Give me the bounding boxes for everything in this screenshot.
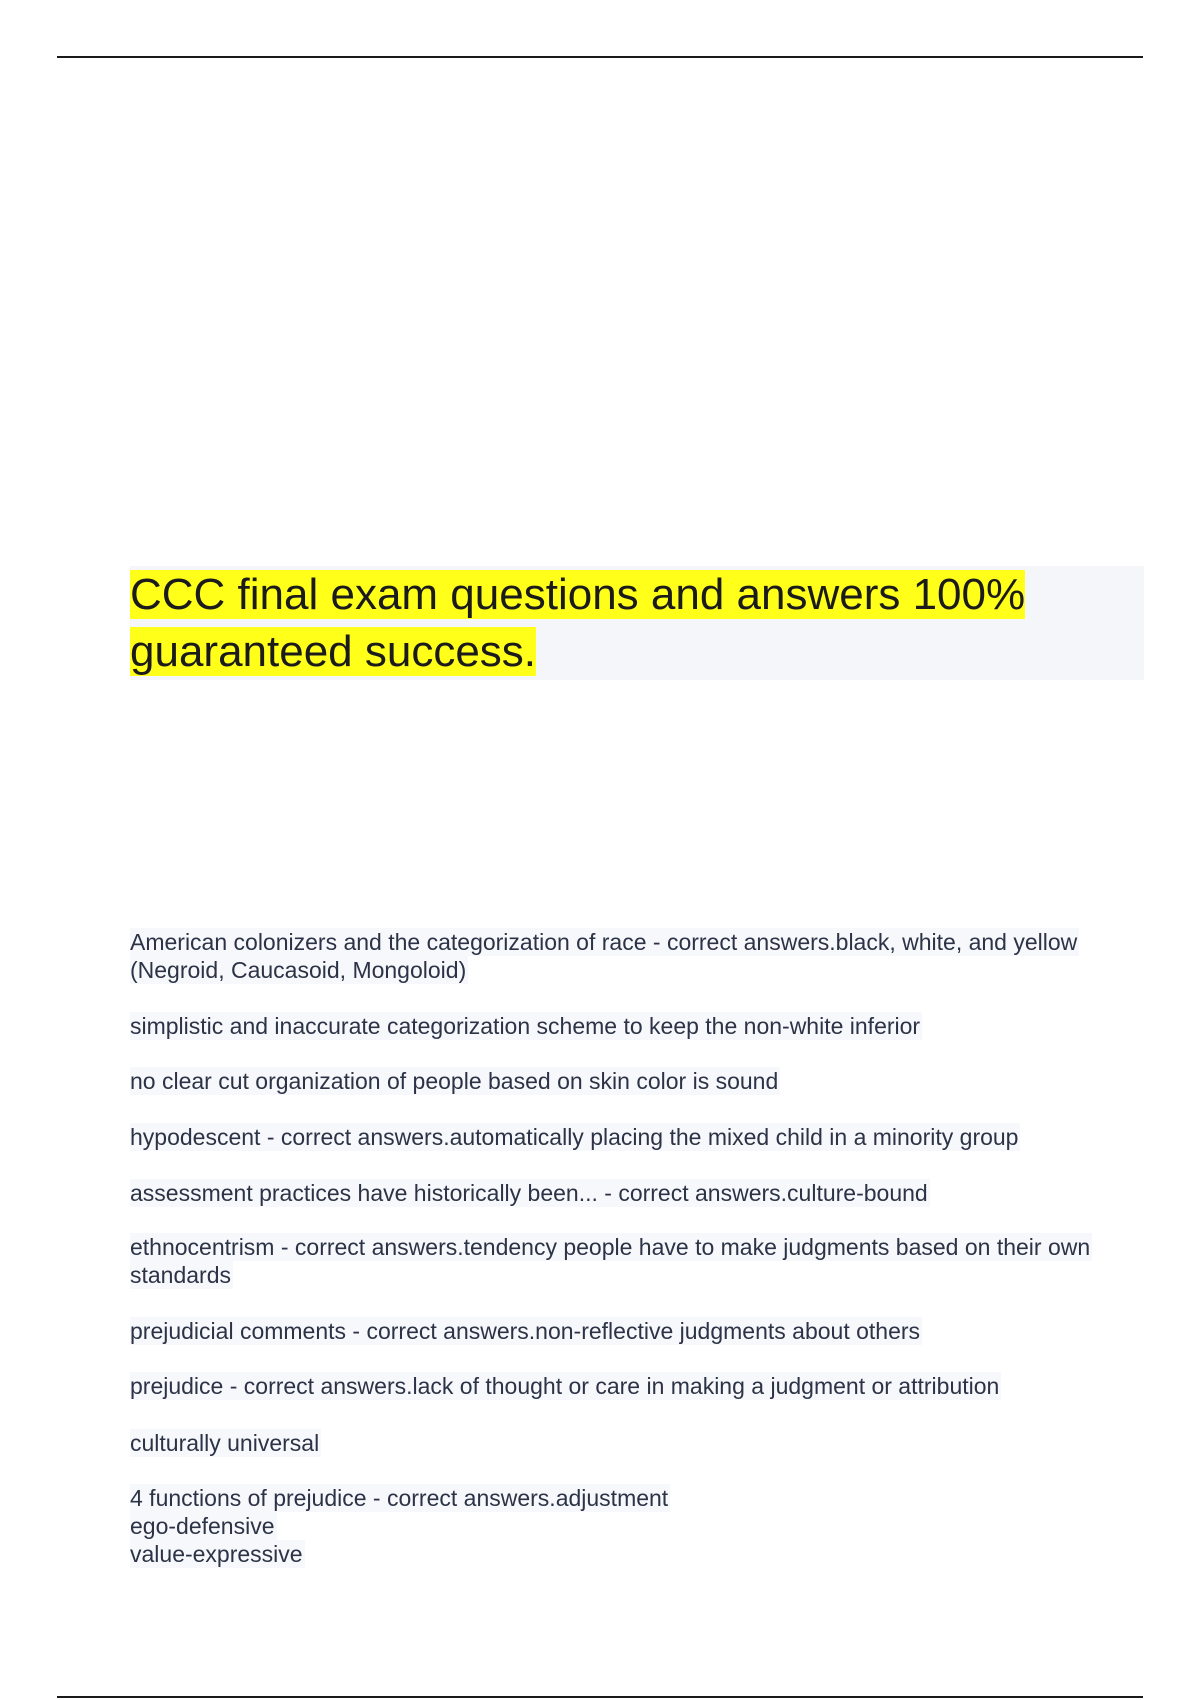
entry-4 (130, 1123, 1150, 1151)
entry-line: ego-defensive (130, 1513, 275, 1539)
entry-line: culturally universal (130, 1430, 320, 1456)
entry-8 (130, 1372, 1150, 1400)
title-block (130, 566, 1144, 680)
entry-10 (130, 1484, 1150, 1568)
entry-line: (Negroid, Caucasoid, Mongoloid) (130, 957, 467, 983)
entry-line: no clear cut organization of people based on skin color is sound (130, 1068, 779, 1094)
top-rule (57, 56, 1143, 58)
title-highlight: CCC final exam questions and answers 100% guaranteed success. (130, 570, 1026, 676)
entry-line: value-expressive (130, 1541, 303, 1567)
entry-3 (130, 1067, 1150, 1095)
bottom-rule (57, 1696, 1143, 1698)
entry-2 (130, 1012, 1150, 1040)
entry-line: American colonizers and the categorization of race - correct answers.black, white, and yellow (130, 929, 1078, 955)
entry-9 (130, 1429, 1150, 1457)
entry-6 (130, 1233, 1150, 1289)
entry-1 (130, 928, 1150, 984)
entry-line: prejudicial comments - correct answers.non-reflective judgments about others (130, 1318, 921, 1344)
entry-line: simplistic and inaccurate categorization scheme to keep the non-white inferior (130, 1013, 921, 1039)
entry-7 (130, 1317, 1150, 1345)
entry-line: 4 functions of prejudice - correct answers.adjustment (130, 1485, 669, 1511)
entry-line: prejudice - correct answers.lack of thought or care in making a judgment or attribution (130, 1373, 1000, 1399)
document-title (130, 566, 1144, 680)
entry-line: ethnocentrism - correct answers.tendency people have to make judgments based on their own (130, 1234, 1091, 1260)
qa-entries (130, 928, 1150, 1568)
entry-line: assessment practices have historically been... - correct answers.culture-bound (130, 1180, 928, 1206)
entry-line: hypodescent - correct answers.automatically placing the mixed child in a minority group (130, 1124, 1019, 1150)
entry-line: standards (130, 1262, 232, 1288)
entry-5 (130, 1179, 1150, 1207)
